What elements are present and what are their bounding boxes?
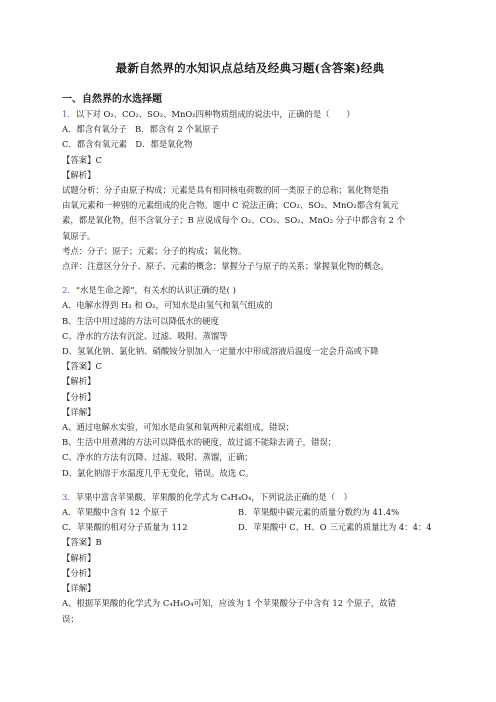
analysis-label: 【详解】 (62, 583, 96, 594)
question-text: 苹果中富含苹果酸，苹果酸的化学式为 C₄H₄O₄，下列说法正确的是（ ） (75, 491, 352, 502)
analysis-label: 【解析】 (62, 376, 96, 387)
answer-label: 【答案】C (62, 154, 102, 165)
analysis-line: 由氧元素和一种别的元素组成的化合物。题中 C 说法正确；CO₂、SO₂、MnO₂都含有氧元 (62, 200, 399, 211)
question-3-option-b: B．苹果酸中碳元素的质量分数约为 41.4% (238, 507, 400, 518)
analysis-label: 【解析】 (62, 552, 96, 563)
question-2-option: A、电解水得到 H₂ 和 O₂，可知水是由氢气和氧气组成的 (62, 300, 273, 311)
explain-line: 误； (62, 613, 79, 624)
question-3-option-d: D．苹果酸中 C、H、O 三元素的质量比为 4：4：4 (238, 522, 432, 533)
question-1-stem (62, 107, 438, 122)
question-number: 2． (62, 285, 76, 296)
dianping-line: 点评：注意区分分子、原子、元素的概念；掌握分子与原子的关系；掌握氧化物的概念。 (62, 261, 389, 272)
question-1-option-row: A．都含有氧分子 B．都含有 2 个氧原子 (62, 124, 219, 135)
kaodian-line: 考点：分子；原子；元素；分子的构成；氧化物。 (62, 245, 247, 256)
section-heading: 一、自然界的水选择题 (62, 94, 162, 105)
spacer (62, 274, 438, 283)
question-number: 1． (62, 109, 76, 119)
analysis-line: 氧原子。 (62, 230, 96, 241)
analysis-line: 试题分析：分子由原子构成；元素是具有相同核电荷数的同一类原子的总称；氧化物是指 (62, 185, 389, 196)
analysis-line: 素，都是氧化物，但不含氧分子；B 应说成每个 O₂、CO₂、SO₂、MnO₂ 分子中都含有 2 个 (62, 215, 406, 226)
page-title: 最新自然界的水知识点总结及经典习题(含答案)经典 (115, 61, 385, 75)
question-3-option-a: A．苹果酸中含有 12 个原子 (62, 507, 168, 518)
explain-line: A、通过电解水实验，可知水是由氢和氧两种元素组成，错误； (62, 422, 295, 433)
answer-label: 【答案】C (62, 361, 102, 372)
answer-label: 【答案】B (62, 537, 102, 548)
analysis-label: 【分析】 (62, 567, 96, 578)
question-3-stem (62, 490, 438, 505)
question-number: 3． (62, 491, 76, 502)
explain-line: B、生活中用煮沸的方法可以降低水的硬度，故过滤不能除去离子，错误； (62, 437, 337, 448)
question-2-option: D、氢氧化钠、氯化钠、硝酸铵分别加入一定量水中形成溶液后温度一定会升高或下降 (62, 346, 379, 357)
explain-line: C、净水的方法有沉降、过滤、吸附、蒸馏，正确； (62, 452, 253, 463)
analysis-label: 【解析】 (62, 169, 96, 180)
question-1-option-row: C．都含有氧元素 D．都是氧化物 (62, 139, 193, 150)
question-text: 以下对 O₂、CO₂、SO₂、MnO₂四种物质组成的说法中，正确的是（ ） (75, 109, 355, 119)
analysis-label: 【详解】 (62, 406, 96, 417)
explain-line: D、氯化钠溶于水温度几乎无变化，错误。故选 C。 (62, 467, 254, 478)
question-3-option-row (62, 505, 438, 520)
question-text: “水是生命之源”，有关水的认识正确的是( ) (75, 285, 236, 296)
question-3-option-row (62, 520, 438, 535)
analysis-label: 【分析】 (62, 391, 96, 402)
question-2-option: B、生活中用过滤的方法可以降低水的硬度 (62, 315, 219, 326)
spacer (62, 481, 438, 490)
question-2-option: C、净水的方法有沉淀、过滤、吸附、蒸馏等 (62, 330, 228, 341)
question-2-stem (62, 283, 438, 298)
explain-line: A、根据苹果酸的化学式为 C₄H₄O₄可知，应该为 1 个苹果酸分子中含有 12 个原子，故错 (62, 598, 396, 609)
question-3-option-c: C．苹果酸的相对分子质量为 112 (62, 522, 188, 533)
